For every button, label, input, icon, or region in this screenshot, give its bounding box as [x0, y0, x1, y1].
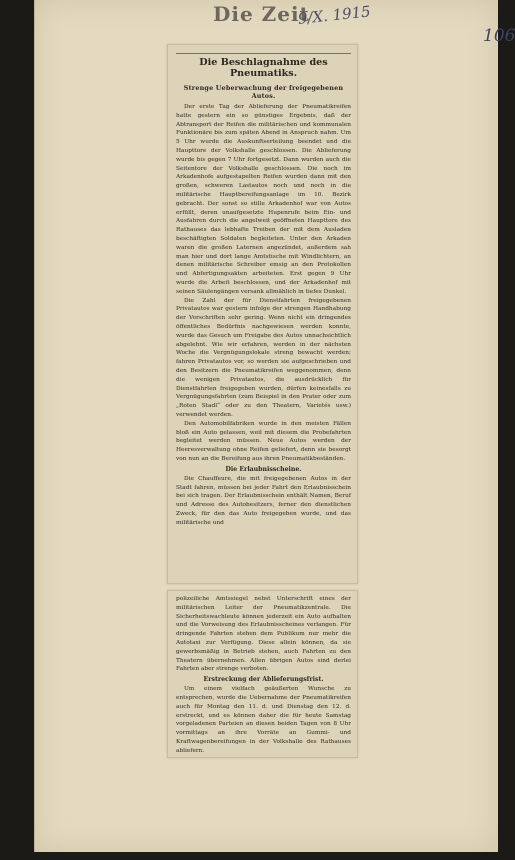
section-heading: Die Erlaubnisscheine.	[225, 465, 302, 473]
archive-number: 106	[483, 26, 515, 46]
section-paragraph: Die Chauffeure, die mit freigegebenen Autos in der Stadt fahren, müssen bei jeder Fahrt den Erlaubnisschein bei sich tragen. Der Erlaubnisschein enthält Namen, Beruf und Adresse des Autobesitzers, ferner den dienstlichen Zweck, für den das Auto freigegeben wurde, und das militärische und	[176, 475, 351, 526]
newspaper-name: Die Zeit	[213, 2, 310, 26]
section-heading: Erstreckung der Ablieferungsfrist.	[203, 676, 324, 684]
article-clipping-continuation	[167, 590, 358, 758]
article-title: Die Beschlagnahme des Pneumatiks.	[176, 53, 351, 79]
article-clipping-main	[167, 44, 358, 584]
continuation-paragraph: polizeiliche Amtssiegel nebst Unterschrift eines der militärischen Leiter der Pneumatikzentrale. Die Sicherheitswachleute können jederzeit ein Auto aufhalten und die Vorweisung des Erlaubnisscheines verlangen. Für dringende Fahrten stehen dem Publikum nur mehr die Autotaxi zur Verfügung. Diese allein können, da sie gewerbsmäßig in Betrieb stehen, auch Fahrten zu den Theatern übernehmen. Allen übrigen Autos sind derlei Fahrten aber strenge verboten.	[176, 596, 351, 673]
article-paragraph: Den Automobilfabriken wurde in den meisten Fällen bloß ein Auto gelassen, weil mit diesem die Probefahrten begleitet werden müssen. Neue Autos werden der Heeresverwaltung ohne Reifen geliefert, denn sie besorgt von nun an die Bereifung aus ihren Pneumatikbeständen.	[176, 420, 351, 462]
section-paragraph: Um einem vielfach geäußerten Wunsche zu entsprechen, wurde die Uebernahme der Pneumatikreifen auch für Montag den 11. d. und Dienstag den 12. d. erstreckt, und es können daher die für heute Samstag vorgeladenen Parteien an diesen beiden Tagen von 8 Uhr vormittags an ihre Vorräte an Gummi- und Kraftwagenbereifungen in der Volkshalle des Rathauses abliefern.	[176, 686, 351, 754]
article-paragraph: Der erste Tag der Ablieferung der Pneumatikreifen hatte gestern ein so günstiges Ergebnis, daß der Abtransport der Reifen die militärischen und kommunalen Funktionäre bis zum späten Abend in Anspruch nahm. Um 5 Uhr wurde die Auskunftserteilung beendet und die Haupttore der Volkshalle geschlossen. Die Ablieferung wurde bis gegen 7 Uhr fortgesetzt. Dann wurden auch die Seitentore der Volkshalle geschlossen. Die noch im Arkadenhofe aufgestapelten Reifen wurden dann mit den großen, schweren Lastautos noch und noch in die militärische Hauptbereifungsanlage im 10. Bezirk gebracht. Der sonst so stille Arkadenhof war von Autos erfüllt, deren unaufgesetzte Hupenrufe beim Ein- und Ausfahren durch die angelweit geöffneten Haupttore des Rathauses das lebhafte Treiben der mit dem Ausladen beschäftigten Soldaten begleiteten. Unter den Arkaden waren die großen Laternen angezündet, außerdem sah man hier und dort lange Amtstische mit Windlichtern, an denen militärische Schreiber emsig an den Protokollen und Abfertigungsakten arbeiteten. Erst gegen 9 Uhr wurde die Arbeit beschlossen, und der Arkadenhof mit seinen Säulengängen versank allmählich in tiefes Dunkel.	[176, 104, 351, 295]
article-paragraph: Die Zahl der für Dienstfahrten freigegebenen Privatautos war gestern infolge der strengen Handhabung der Vorschriften sehr gering. Wenn nicht ein dringendes öffentliches Bedürfnis nachgewiesen werden konnte, wurde das Gesuch um Freigabe des Autos unnachsichtlich abgelehnt. Wie wir erfahren, werden in der nächsten Woche die Vergnügungslokale streng bewacht werden; fahren Privatautos vor, so werden sie aufgeschrieben und den Besitzern die Pneumatikreifen weggenommen, denn die wenigen Privatautos, die ausdrücklich für Dienstfahrten freigegeben wurden, dürfen keinesfalls zu Vergnügungsfahrten (zum Beispiel in den Prater oder zum „Roten Stadl“ oder zu den Theatern, Varietés usw.) verwendet werden.	[176, 297, 351, 418]
article-subtitle: Strenge Ueberwachung der freigegebenen Autos.	[183, 84, 344, 101]
handwritten-date: 9/X. 1915	[297, 2, 372, 28]
